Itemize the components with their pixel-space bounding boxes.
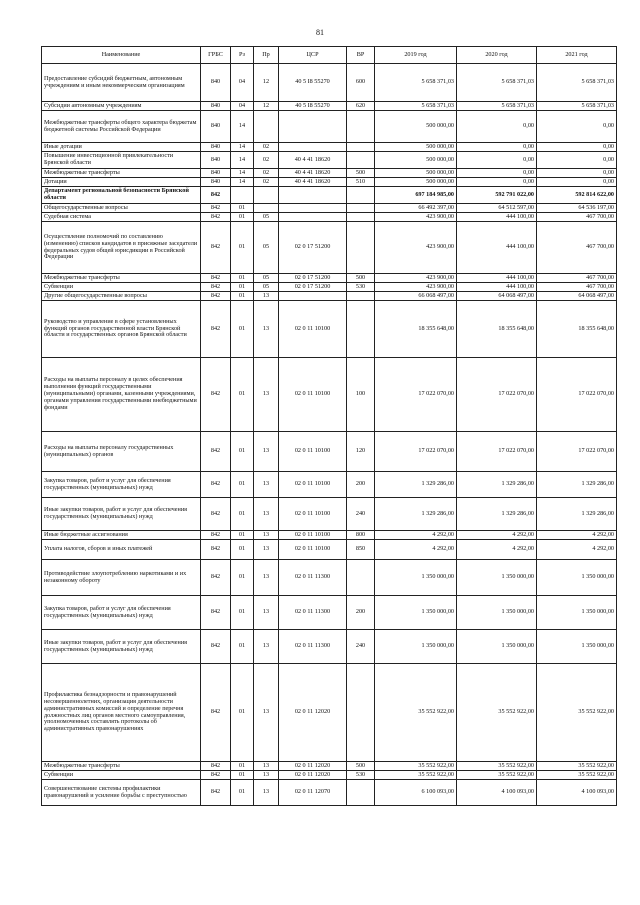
cell-vr xyxy=(347,187,375,204)
page-number: 81 xyxy=(316,28,324,37)
cell-vr: 510 xyxy=(347,178,375,187)
cell-rz: 14 xyxy=(231,111,254,143)
table-row xyxy=(42,64,617,102)
cell-csr: 02 0 11 10100 xyxy=(279,472,347,498)
cell-2021: 467 700,00 xyxy=(537,274,617,283)
cell-pr: 13 xyxy=(254,560,279,596)
cell-2019: 17 022 070,00 xyxy=(375,432,457,472)
cell-2021: 5 658 371,03 xyxy=(537,64,617,102)
cell-name: Предоставление субсидий бюджетным, автономным учреждениям и иным некоммерческим организациям xyxy=(42,64,201,102)
cell-name: Профилактика безнадзорности и правонарушений несовершеннолетних, организация деятельности административных комиссий и определение перечня должностных лиц органов местного самоуправления, уполномоченных составлять протоколы об административных правонарушениях xyxy=(42,664,201,762)
cell-name: Расходы на выплаты персоналу в целях обеспечения выполнения функций государственными (муниципальными) органами, казенными учреждениями, органами управления государственными внебюджетными фондами xyxy=(42,358,201,432)
cell-2020: 1 329 286,00 xyxy=(457,498,537,531)
cell-csr: 40 4 41 18620 xyxy=(279,169,347,178)
cell-grbs: 842 xyxy=(201,274,231,283)
cell-2021: 0,00 xyxy=(537,111,617,143)
cell-2021: 35 552 922,00 xyxy=(537,762,617,771)
cell-2020: 444 100,00 xyxy=(457,213,537,222)
cell-2020: 0,00 xyxy=(457,169,537,178)
col-header-2021: 2021 год xyxy=(537,47,617,64)
table-row xyxy=(42,274,617,283)
cell-name: Дотации xyxy=(42,178,201,187)
cell-pr: 13 xyxy=(254,432,279,472)
cell-2019: 697 184 985,00 xyxy=(375,187,457,204)
cell-name: Закупка товаров, работ и услуг для обеспечения государственных (муниципальных) нужд xyxy=(42,596,201,630)
table-row xyxy=(42,292,617,301)
cell-2021: 4 292,00 xyxy=(537,540,617,560)
cell-2019: 35 552 922,00 xyxy=(375,664,457,762)
cell-rz: 01 xyxy=(231,762,254,771)
table-row xyxy=(42,187,617,204)
table-body xyxy=(42,64,617,806)
cell-rz xyxy=(231,187,254,204)
cell-2021: 17 022 070,00 xyxy=(537,358,617,432)
table-row xyxy=(42,358,617,432)
cell-grbs: 842 xyxy=(201,630,231,664)
cell-2021: 4 100 093,00 xyxy=(537,780,617,806)
cell-name: Субвенции xyxy=(42,771,201,780)
cell-rz: 01 xyxy=(231,531,254,540)
cell-2020: 64 068 497,00 xyxy=(457,292,537,301)
cell-name: Межбюджетные трансферты xyxy=(42,274,201,283)
cell-2019: 423 900,00 xyxy=(375,283,457,292)
cell-pr xyxy=(254,204,279,213)
cell-rz: 01 xyxy=(231,222,254,274)
cell-2021: 17 022 070,00 xyxy=(537,432,617,472)
cell-grbs: 842 xyxy=(201,540,231,560)
cell-rz: 14 xyxy=(231,178,254,187)
table-row xyxy=(42,283,617,292)
cell-2020: 444 100,00 xyxy=(457,222,537,274)
cell-grbs: 842 xyxy=(201,358,231,432)
cell-pr: 13 xyxy=(254,301,279,358)
cell-name: Субвенции xyxy=(42,283,201,292)
cell-rz: 01 xyxy=(231,560,254,596)
cell-csr: 02 0 11 10100 xyxy=(279,301,347,358)
cell-csr xyxy=(279,204,347,213)
cell-csr: 02 0 11 10100 xyxy=(279,358,347,432)
table-row xyxy=(42,780,617,806)
cell-name: Повышение инвестиционной привлекательности Брянской области xyxy=(42,152,201,169)
cell-2020: 18 355 648,00 xyxy=(457,301,537,358)
cell-csr: 02 0 11 11300 xyxy=(279,560,347,596)
cell-2020: 1 350 000,00 xyxy=(457,630,537,664)
cell-2019: 4 292,00 xyxy=(375,531,457,540)
cell-vr: 500 xyxy=(347,169,375,178)
cell-vr xyxy=(347,204,375,213)
col-header-2020: 2020 год xyxy=(457,47,537,64)
cell-name: Совершенствование системы профилактики правонарушений и усиление борьбы с преступностью xyxy=(42,780,201,806)
table-row xyxy=(42,596,617,630)
cell-vr: 530 xyxy=(347,283,375,292)
table-row xyxy=(42,531,617,540)
cell-2019: 5 658 371,03 xyxy=(375,102,457,111)
cell-2021: 467 700,00 xyxy=(537,222,617,274)
cell-name: Межбюджетные трансферты xyxy=(42,762,201,771)
cell-grbs: 842 xyxy=(201,301,231,358)
cell-vr: 620 xyxy=(347,102,375,111)
cell-2021: 0,00 xyxy=(537,152,617,169)
col-header-2019: 2019 год xyxy=(375,47,457,64)
cell-name: Межбюджетные трансферты общего характера бюджетам бюджетной системы Российской Федерации xyxy=(42,111,201,143)
cell-2019: 1 350 000,00 xyxy=(375,560,457,596)
table-row xyxy=(42,472,617,498)
cell-vr: 200 xyxy=(347,472,375,498)
cell-vr: 240 xyxy=(347,630,375,664)
cell-pr: 13 xyxy=(254,358,279,432)
cell-2019: 18 355 648,00 xyxy=(375,301,457,358)
cell-2020: 592 791 022,00 xyxy=(457,187,537,204)
cell-2020: 4 292,00 xyxy=(457,540,537,560)
cell-rz: 14 xyxy=(231,169,254,178)
cell-grbs: 842 xyxy=(201,472,231,498)
table-row xyxy=(42,178,617,187)
cell-vr xyxy=(347,780,375,806)
cell-pr: 13 xyxy=(254,762,279,771)
cell-vr xyxy=(347,664,375,762)
cell-csr: 40 5 I8 55270 xyxy=(279,102,347,111)
cell-2020: 0,00 xyxy=(457,111,537,143)
cell-2020: 4 292,00 xyxy=(457,531,537,540)
table-row xyxy=(42,432,617,472)
cell-vr: 600 xyxy=(347,64,375,102)
cell-grbs: 842 xyxy=(201,771,231,780)
cell-csr: 40 4 41 18620 xyxy=(279,178,347,187)
cell-2021: 0,00 xyxy=(537,178,617,187)
cell-pr: 05 xyxy=(254,213,279,222)
cell-name: Общегосударственные вопросы xyxy=(42,204,201,213)
cell-rz: 01 xyxy=(231,432,254,472)
cell-pr: 02 xyxy=(254,178,279,187)
cell-pr: 12 xyxy=(254,102,279,111)
cell-csr xyxy=(279,213,347,222)
cell-grbs: 840 xyxy=(201,178,231,187)
table-row xyxy=(42,169,617,178)
cell-2021: 1 350 000,00 xyxy=(537,560,617,596)
cell-name: Иные бюджетные ассигнования xyxy=(42,531,201,540)
cell-2021: 0,00 xyxy=(537,143,617,152)
cell-vr: 240 xyxy=(347,498,375,531)
cell-grbs: 840 xyxy=(201,111,231,143)
cell-grbs: 842 xyxy=(201,762,231,771)
cell-rz: 01 xyxy=(231,204,254,213)
cell-2019: 6 100 093,00 xyxy=(375,780,457,806)
cell-pr: 13 xyxy=(254,630,279,664)
cell-pr: 13 xyxy=(254,771,279,780)
cell-2021: 1 350 000,00 xyxy=(537,630,617,664)
table-header-row xyxy=(42,47,617,64)
table-row xyxy=(42,540,617,560)
cell-grbs: 842 xyxy=(201,560,231,596)
cell-name: Департамент региональной безопасности Брянской области xyxy=(42,187,201,204)
cell-2020: 0,00 xyxy=(457,152,537,169)
cell-name: Судебная система xyxy=(42,213,201,222)
cell-vr: 500 xyxy=(347,274,375,283)
budget-table xyxy=(41,46,617,806)
cell-2021: 1 329 286,00 xyxy=(537,498,617,531)
cell-csr: 02 0 11 10100 xyxy=(279,498,347,531)
cell-2021: 35 552 922,00 xyxy=(537,664,617,762)
col-header-pr: Пр xyxy=(254,47,279,64)
cell-2020: 35 552 922,00 xyxy=(457,664,537,762)
cell-vr: 530 xyxy=(347,771,375,780)
cell-2021: 467 700,00 xyxy=(537,283,617,292)
cell-vr: 500 xyxy=(347,762,375,771)
cell-csr: 40 5 I8 55270 xyxy=(279,64,347,102)
cell-2020: 0,00 xyxy=(457,178,537,187)
cell-vr: 850 xyxy=(347,540,375,560)
cell-rz: 14 xyxy=(231,143,254,152)
cell-2019: 4 292,00 xyxy=(375,540,457,560)
cell-pr: 13 xyxy=(254,531,279,540)
cell-csr: 40 4 41 18620 xyxy=(279,152,347,169)
cell-2021: 64 536 197,00 xyxy=(537,204,617,213)
cell-vr: 120 xyxy=(347,432,375,472)
cell-name: Закупка товаров, работ и услуг для обеспечения государственных (муниципальных) нужд xyxy=(42,472,201,498)
cell-grbs: 842 xyxy=(201,213,231,222)
cell-2021: 18 355 648,00 xyxy=(537,301,617,358)
cell-pr xyxy=(254,187,279,204)
cell-2019: 1 350 000,00 xyxy=(375,630,457,664)
table-row xyxy=(42,222,617,274)
cell-pr: 13 xyxy=(254,292,279,301)
cell-rz: 01 xyxy=(231,292,254,301)
cell-rz: 01 xyxy=(231,472,254,498)
cell-name: Уплата налогов, сборов и иных платежей xyxy=(42,540,201,560)
cell-2019: 35 552 922,00 xyxy=(375,771,457,780)
table-row xyxy=(42,762,617,771)
cell-vr xyxy=(347,143,375,152)
cell-2020: 5 658 371,03 xyxy=(457,102,537,111)
cell-vr: 100 xyxy=(347,358,375,432)
cell-rz: 01 xyxy=(231,274,254,283)
cell-vr xyxy=(347,222,375,274)
cell-2020: 0,00 xyxy=(457,143,537,152)
cell-2019: 500 000,00 xyxy=(375,111,457,143)
cell-name: Осуществление полномочий по составлению (изменению) списков кандидатов в присяжные заседатели федеральных судов общей юрисдикции в Российской Федерации xyxy=(42,222,201,274)
cell-2020: 444 100,00 xyxy=(457,274,537,283)
cell-pr: 05 xyxy=(254,222,279,274)
cell-pr: 05 xyxy=(254,283,279,292)
cell-name: Иные закупки товаров, работ и услуг для обеспечения государственных (муниципальных) нужд xyxy=(42,498,201,531)
cell-pr: 13 xyxy=(254,472,279,498)
cell-2019: 1 350 000,00 xyxy=(375,596,457,630)
cell-grbs: 840 xyxy=(201,64,231,102)
cell-2019: 1 329 286,00 xyxy=(375,498,457,531)
cell-2019: 423 900,00 xyxy=(375,213,457,222)
cell-2021: 467 700,00 xyxy=(537,213,617,222)
cell-2019: 500 000,00 xyxy=(375,152,457,169)
cell-2019: 500 000,00 xyxy=(375,169,457,178)
cell-csr: 02 0 17 51200 xyxy=(279,274,347,283)
table-row xyxy=(42,771,617,780)
cell-pr: 13 xyxy=(254,596,279,630)
cell-grbs: 842 xyxy=(201,204,231,213)
cell-rz: 01 xyxy=(231,596,254,630)
cell-pr: 13 xyxy=(254,498,279,531)
cell-name: Руководство и управление в сфере установленных функций органов государственной власти Брянской области и государственных органов Брянской области xyxy=(42,301,201,358)
cell-2019: 66 068 497,00 xyxy=(375,292,457,301)
cell-grbs: 842 xyxy=(201,531,231,540)
cell-rz: 01 xyxy=(231,780,254,806)
cell-2019: 423 900,00 xyxy=(375,274,457,283)
table-row xyxy=(42,102,617,111)
cell-csr xyxy=(279,292,347,301)
cell-grbs: 842 xyxy=(201,780,231,806)
cell-csr: 02 0 11 11300 xyxy=(279,630,347,664)
cell-grbs: 842 xyxy=(201,432,231,472)
table-row xyxy=(42,630,617,664)
cell-vr xyxy=(347,152,375,169)
cell-pr xyxy=(254,111,279,143)
table-row xyxy=(42,152,617,169)
cell-2020: 35 552 922,00 xyxy=(457,762,537,771)
cell-grbs: 842 xyxy=(201,222,231,274)
cell-csr: 02 0 11 10100 xyxy=(279,531,347,540)
cell-2019: 1 329 286,00 xyxy=(375,472,457,498)
cell-2021: 1 329 286,00 xyxy=(537,472,617,498)
cell-name: Иные закупки товаров, работ и услуг для обеспечения государственных (муниципальных) нужд xyxy=(42,630,201,664)
cell-name: Субсидии автономным учреждениям xyxy=(42,102,201,111)
cell-2019: 500 000,00 xyxy=(375,178,457,187)
cell-rz: 01 xyxy=(231,540,254,560)
cell-2021: 35 552 922,00 xyxy=(537,771,617,780)
cell-2020: 64 512 597,00 xyxy=(457,204,537,213)
cell-2019: 17 022 070,00 xyxy=(375,358,457,432)
cell-vr xyxy=(347,301,375,358)
cell-2020: 1 350 000,00 xyxy=(457,596,537,630)
cell-rz: 01 xyxy=(231,498,254,531)
cell-pr: 13 xyxy=(254,540,279,560)
cell-csr: 02 0 11 11300 xyxy=(279,596,347,630)
cell-csr: 02 0 11 10100 xyxy=(279,540,347,560)
cell-2021: 4 292,00 xyxy=(537,531,617,540)
cell-name: Иные дотации xyxy=(42,143,201,152)
cell-csr: 02 0 17 51200 xyxy=(279,222,347,274)
cell-name: Противодействие злоупотреблению наркотиками и их незаконному обороту xyxy=(42,560,201,596)
cell-csr: 02 0 11 12020 xyxy=(279,771,347,780)
cell-pr: 13 xyxy=(254,664,279,762)
cell-vr: 800 xyxy=(347,531,375,540)
cell-2019: 35 552 922,00 xyxy=(375,762,457,771)
cell-grbs: 840 xyxy=(201,143,231,152)
cell-pr: 13 xyxy=(254,780,279,806)
cell-csr: 02 0 11 10100 xyxy=(279,432,347,472)
cell-2020: 17 022 070,00 xyxy=(457,432,537,472)
cell-csr xyxy=(279,111,347,143)
table-row xyxy=(42,213,617,222)
cell-pr: 02 xyxy=(254,152,279,169)
cell-grbs: 840 xyxy=(201,102,231,111)
cell-grbs: 842 xyxy=(201,498,231,531)
cell-grbs: 840 xyxy=(201,152,231,169)
cell-2021: 592 814 622,00 xyxy=(537,187,617,204)
cell-name: Межбюджетные трансферты xyxy=(42,169,201,178)
cell-rz: 01 xyxy=(231,664,254,762)
cell-2020: 17 022 070,00 xyxy=(457,358,537,432)
cell-vr xyxy=(347,560,375,596)
cell-rz: 01 xyxy=(231,630,254,664)
cell-2021: 64 068 497,00 xyxy=(537,292,617,301)
cell-2021: 0,00 xyxy=(537,169,617,178)
cell-name: Другие общегосударственные вопросы xyxy=(42,292,201,301)
cell-csr xyxy=(279,187,347,204)
cell-2019: 423 900,00 xyxy=(375,222,457,274)
cell-pr: 12 xyxy=(254,64,279,102)
cell-grbs: 842 xyxy=(201,664,231,762)
cell-rz: 01 xyxy=(231,301,254,358)
table-row xyxy=(42,111,617,143)
col-header-vr: ВР xyxy=(347,47,375,64)
cell-pr: 02 xyxy=(254,169,279,178)
cell-grbs: 840 xyxy=(201,169,231,178)
table-row xyxy=(42,664,617,762)
table-row xyxy=(42,143,617,152)
cell-pr: 05 xyxy=(254,274,279,283)
table-row xyxy=(42,204,617,213)
cell-2020: 4 100 093,00 xyxy=(457,780,537,806)
col-header-name: Наименование xyxy=(42,47,201,64)
cell-2020: 5 658 371,03 xyxy=(457,64,537,102)
cell-2021: 5 658 371,03 xyxy=(537,102,617,111)
col-header-csr: ЦСР xyxy=(279,47,347,64)
cell-2019: 500 000,00 xyxy=(375,143,457,152)
cell-rz: 14 xyxy=(231,152,254,169)
cell-vr xyxy=(347,111,375,143)
cell-vr xyxy=(347,292,375,301)
cell-grbs: 842 xyxy=(201,292,231,301)
col-header-rz: Рз xyxy=(231,47,254,64)
cell-rz: 01 xyxy=(231,213,254,222)
cell-2020: 35 552 922,00 xyxy=(457,771,537,780)
cell-csr: 02 0 17 51200 xyxy=(279,283,347,292)
cell-rz: 04 xyxy=(231,102,254,111)
table-row xyxy=(42,560,617,596)
cell-rz: 01 xyxy=(231,771,254,780)
cell-2020: 1 350 000,00 xyxy=(457,560,537,596)
cell-2020: 444 100,00 xyxy=(457,283,537,292)
cell-vr: 200 xyxy=(347,596,375,630)
cell-2020: 1 329 286,00 xyxy=(457,472,537,498)
cell-2021: 1 350 000,00 xyxy=(537,596,617,630)
cell-rz: 01 xyxy=(231,283,254,292)
cell-csr: 02 0 11 12070 xyxy=(279,780,347,806)
cell-vr xyxy=(347,213,375,222)
cell-2019: 66 492 397,00 xyxy=(375,204,457,213)
col-header-grbs: ГРБС xyxy=(201,47,231,64)
cell-rz: 04 xyxy=(231,64,254,102)
cell-rz: 01 xyxy=(231,358,254,432)
cell-2019: 5 658 371,03 xyxy=(375,64,457,102)
cell-pr: 02 xyxy=(254,143,279,152)
cell-grbs: 842 xyxy=(201,187,231,204)
cell-csr: 02 0 11 12020 xyxy=(279,762,347,771)
cell-csr xyxy=(279,143,347,152)
table-row xyxy=(42,498,617,531)
cell-grbs: 842 xyxy=(201,596,231,630)
cell-name: Расходы на выплаты персоналу государственных (муниципальных) органов xyxy=(42,432,201,472)
cell-grbs: 842 xyxy=(201,283,231,292)
table-row xyxy=(42,301,617,358)
cell-csr: 02 0 11 12020 xyxy=(279,664,347,762)
